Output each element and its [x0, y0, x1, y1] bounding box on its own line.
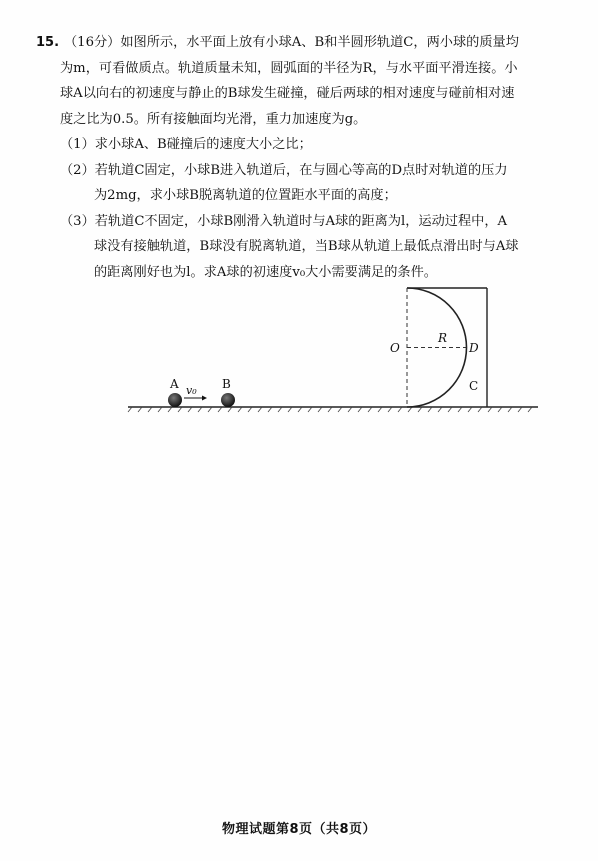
- physics-diagram: [120, 280, 540, 430]
- sub-question-1: [60, 132, 556, 158]
- stem-line: 度之比为0.5。所有接触面均光滑，重力加速度为g。: [60, 111, 367, 127]
- label-d: D: [469, 341, 479, 355]
- stem-line: 为m，可看做质点。轨道质量未知，圆弧面的半径为R，与水平面平滑连接。小: [60, 60, 518, 76]
- diagram-svg: [120, 280, 540, 430]
- sub-question-line: 的距离刚好也为l。求A球的初速度v₀大小需要满足的条件。: [94, 264, 437, 280]
- sub-question-line: 球没有接触轨道，B球没有脱离轨道，当B球从轨道上最低点滑出时与A球: [94, 239, 519, 254]
- label-b: B: [222, 377, 231, 391]
- page-footer: 物理试题第8页（共8页）: [221, 822, 377, 837]
- problem-15: [36, 30, 556, 285]
- label-a: A: [170, 377, 179, 391]
- sub-question-line: 为2mg，求小球B脱离轨道的位置距水平面的高度；: [94, 188, 397, 203]
- sub-question-line: （2）若轨道C固定，小球B进入轨道后，在与圆心等高的D点时对轨道的压力: [60, 162, 508, 178]
- problem-stem: [60, 30, 556, 132]
- sub-question-3: [60, 209, 556, 286]
- sub-question-2: [60, 158, 556, 209]
- label-o: O: [390, 341, 400, 355]
- label-r: R: [438, 331, 448, 345]
- sub-question-line: （3）若轨道C不固定，小球B刚滑入轨道时与A球的距离为l，运动过程中，A: [60, 213, 508, 229]
- label-c: C: [469, 379, 479, 393]
- question-number: 15.: [36, 35, 60, 50]
- stem-line: 球A以向右的初速度与静止的B球发生碰撞，碰后两球的相对速度与碰前相对速: [60, 86, 515, 101]
- stem-line: （16分）如图所示，水平面上放有小球A、B和半圆形轨道C，两小球的质量均: [64, 35, 519, 50]
- label-v0: v₀: [186, 384, 197, 397]
- sub-question-line: （1）求小球A、B碰撞后的速度大小之比；: [60, 137, 312, 152]
- ball-b: [221, 393, 235, 407]
- velocity-arrowhead: [202, 396, 207, 401]
- ball-a: [168, 393, 182, 407]
